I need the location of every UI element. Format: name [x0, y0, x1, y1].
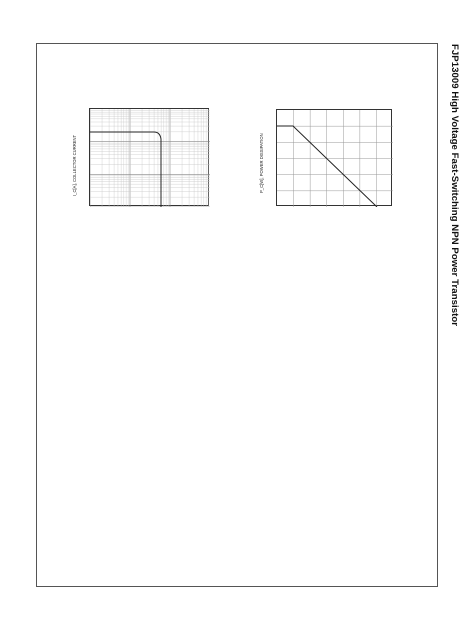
- collector-current-ylabel: I_C[A], COLLECTOR CURRENT: [72, 134, 77, 196]
- document-title: [446, 44, 462, 344]
- power-dissipation-ylabel: P_C[W], POWER DISSIPATION: [259, 133, 264, 193]
- power-dissipation-grid: [277, 110, 393, 207]
- power-dissipation-svg: [277, 110, 393, 207]
- collector-current-svg: [90, 109, 210, 207]
- power-dissipation-graph: [276, 109, 392, 206]
- document-title-text: FJP13009 High Voltage Fast-Switching NPN Power Transistor: [449, 44, 460, 327]
- power-dissipation-curve: [277, 126, 377, 207]
- collector-current-graph: [89, 108, 209, 206]
- collector-current-grid: [90, 109, 210, 207]
